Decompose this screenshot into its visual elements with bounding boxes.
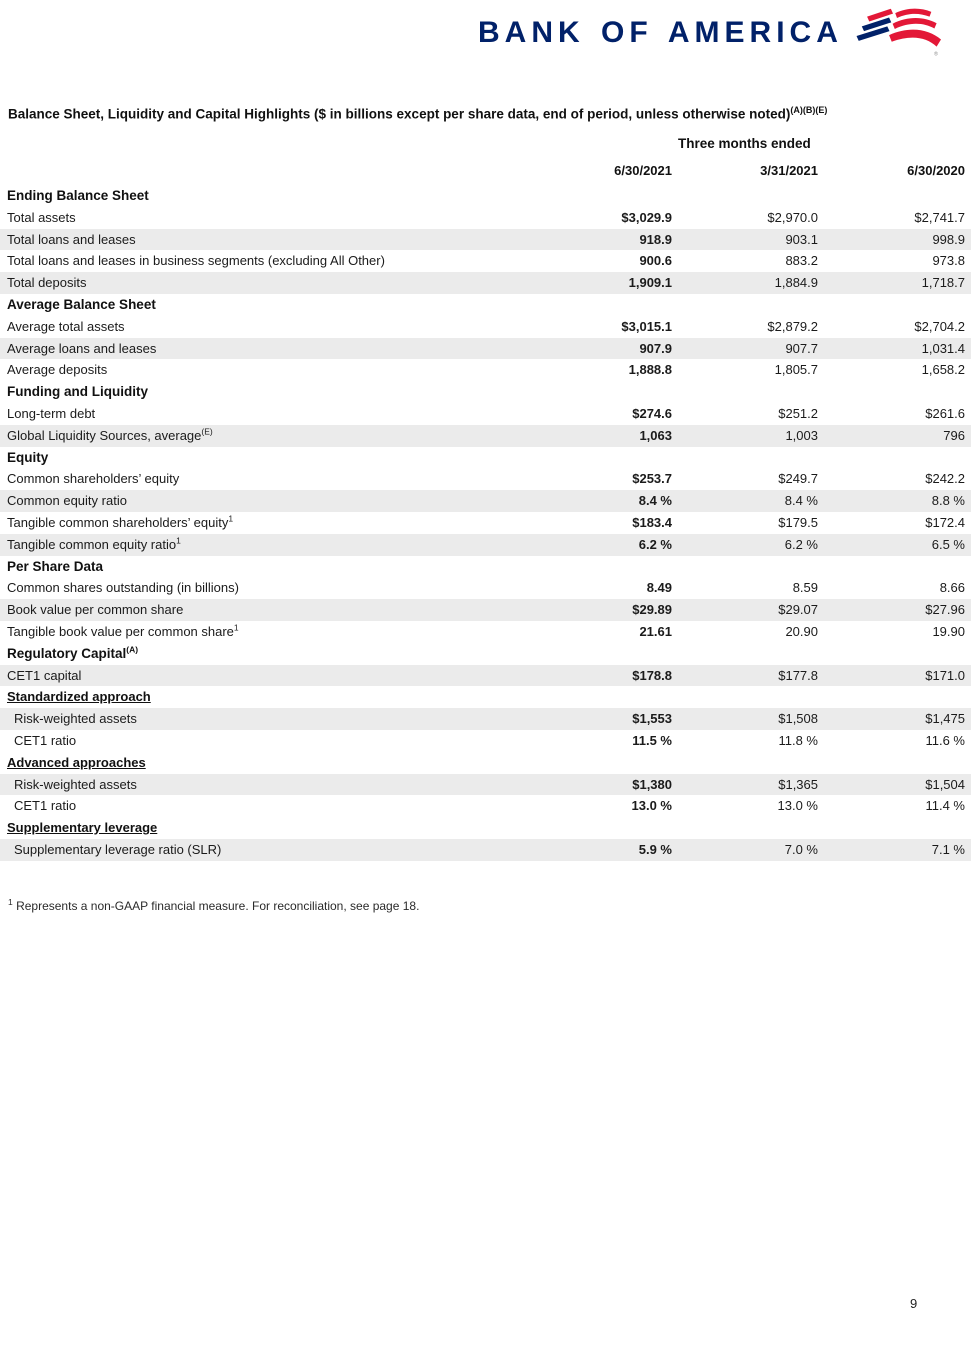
value-cell-col1: 13.0 %	[631, 798, 672, 814]
value-cell-col2: 1,884.9	[774, 275, 818, 291]
value-cell-col3: 8.66	[939, 580, 965, 596]
table-row	[0, 338, 971, 360]
value-cell-col3: 973.8	[932, 253, 965, 269]
table-row	[0, 839, 971, 861]
value-cell-col2: $2,970.0	[767, 209, 818, 225]
page-title-text: Balance Sheet, Liquidity and Capital Highlights ($ in billions except per share data, end of period, unless otherwise noted)	[8, 106, 791, 122]
footnote-marker: 1	[8, 897, 13, 907]
column-header-prior-quarter: 3/31/2021	[760, 163, 818, 178]
table-row	[0, 708, 971, 730]
row-label: Average Balance Sheet	[7, 296, 156, 312]
value-cell-col1: $3,015.1	[621, 318, 672, 334]
row-label: CET1 capital	[7, 667, 82, 683]
row-label: Total loans and leases	[7, 231, 136, 247]
value-cell-col1: $178.8	[632, 667, 672, 683]
row-label: Per Share Data	[7, 558, 104, 574]
value-cell-col2: $1,508	[778, 711, 818, 727]
value-cell-col1: $274.6	[632, 405, 672, 421]
value-cell-col3: 6.5 %	[931, 536, 965, 552]
value-cell-col3: $2,741.7	[914, 209, 965, 225]
value-cell-col3: 796	[943, 427, 965, 443]
value-cell-col2: 6.2 %	[784, 536, 818, 552]
row-label: Tangible book value per common share$^1$	[7, 622, 239, 639]
value-cell-col2: 1,805.7	[774, 362, 818, 378]
value-cell-col3: 7.1 %	[931, 841, 965, 857]
table-row	[0, 534, 971, 556]
table-row	[0, 621, 971, 643]
table-row	[0, 730, 971, 752]
table-row	[0, 272, 971, 294]
value-cell-col2: $1,365	[778, 776, 818, 792]
value-cell-col2: 20.90	[785, 623, 818, 639]
row-label: Tangible common shareholders’ equity$^1$	[7, 513, 234, 530]
value-cell-col1: $253.7	[632, 471, 672, 487]
label-superscript: (A)	[126, 644, 139, 655]
table-row	[0, 599, 971, 621]
label-superscript: 1	[228, 513, 234, 524]
table-row	[0, 468, 971, 490]
row-label: Funding and Liquidity	[7, 384, 148, 400]
table-row	[0, 774, 971, 796]
table-row	[0, 250, 971, 272]
period-header: Three months ended	[678, 136, 811, 151]
value-cell-col2: $179.5	[778, 514, 818, 530]
value-cell-col1: 907.9	[639, 340, 672, 356]
bank-of-america-logo	[478, 6, 941, 59]
value-cell-col1: $3,029.9	[621, 209, 672, 225]
label-superscript: 1	[233, 622, 239, 633]
table-subsection-row	[0, 686, 971, 708]
value-cell-col3: $27.96	[925, 602, 965, 618]
value-cell-col1: 6.2 %	[638, 536, 672, 552]
value-cell-col1: 21.61	[639, 623, 672, 639]
table-row	[0, 665, 971, 687]
table-row	[0, 512, 971, 534]
row-label: Common shareholders’ equity	[7, 471, 180, 487]
table-row	[0, 359, 971, 381]
value-cell-col3: 11.6 %	[925, 732, 965, 748]
value-cell-col2: $29.07	[778, 602, 818, 618]
row-label: Average deposits	[7, 362, 108, 378]
row-label: CET1 ratio	[14, 798, 77, 814]
row-label: Risk-weighted assets	[14, 776, 137, 792]
table-section-row	[0, 643, 971, 665]
table-row	[0, 577, 971, 599]
value-cell-col3: $172.4	[925, 514, 965, 530]
table-row	[0, 403, 971, 425]
value-cell-col3: $242.2	[925, 471, 965, 487]
row-label: Book value per common share	[7, 602, 184, 618]
table-subsection-row	[0, 752, 971, 774]
label-superscript: 1	[176, 535, 181, 546]
table-row	[0, 795, 971, 817]
table-section-row	[0, 447, 971, 469]
row-label: Regulatory Capital$^{(A)}$	[7, 644, 139, 661]
table-row	[0, 316, 971, 338]
row-label: Total loans and leases in business segments (excluding All Other)	[7, 253, 385, 269]
bank-of-america-wordmark: BANK OF AMERICA	[478, 15, 843, 49]
row-label: CET1 ratio	[14, 732, 77, 748]
value-cell-col2: $249.7	[778, 471, 818, 487]
value-cell-col1: 11.5 %	[632, 732, 672, 748]
row-label: Supplementary leverage ratio (SLR)	[14, 841, 222, 857]
value-cell-col3: 11.4 %	[925, 798, 965, 814]
value-cell-col2: 8.59	[792, 580, 818, 596]
value-cell-col1: 8.4 %	[638, 493, 672, 509]
value-cell-col1: 1,888.8	[628, 362, 672, 378]
label-superscript: (E)	[201, 426, 213, 437]
value-cell-col3: 1,718.7	[921, 275, 965, 291]
table-section-row	[0, 185, 971, 207]
row-label: Standardized approach	[7, 689, 151, 705]
value-cell-col2: 903.1	[785, 231, 818, 247]
row-label: Common shares outstanding (in billions)	[7, 580, 239, 596]
value-cell-col1: 8.49	[646, 580, 672, 596]
registered-mark: ®	[933, 51, 938, 58]
value-cell-col3: 998.9	[932, 231, 965, 247]
value-cell-col1: $1,380	[632, 776, 672, 792]
row-label: Total deposits	[7, 275, 87, 291]
value-cell-col3: $1,504	[925, 776, 965, 792]
value-cell-col1: 900.6	[639, 253, 672, 269]
value-cell-col2: 7.0 %	[784, 841, 818, 857]
footnote-text: Represents a non-GAAP financial measure. For reconciliation, see page 18.	[16, 899, 420, 913]
value-cell-col2: 907.7	[785, 340, 818, 356]
value-cell-col2: 8.4 %	[784, 493, 818, 509]
bank-of-america-flag-icon	[853, 6, 941, 59]
value-cell-col2: 883.2	[785, 253, 818, 269]
row-label: Equity	[7, 449, 49, 465]
row-label: Tangible common equity ratio$^1$	[7, 535, 181, 552]
value-cell-col3: 8.8 %	[931, 493, 965, 509]
value-cell-col2: 1,003	[785, 427, 818, 443]
table-section-row	[0, 381, 971, 403]
value-cell-col2: $251.2	[778, 405, 818, 421]
row-label: Average total assets	[7, 318, 125, 334]
value-cell-col1: $29.89	[632, 602, 672, 618]
value-cell-col1: 1,909.1	[628, 275, 672, 291]
value-cell-col1: 1,063	[639, 427, 672, 443]
value-cell-col3: 1,658.2	[921, 362, 965, 378]
column-header-year-ago-quarter: 6/30/2020	[907, 163, 965, 178]
table-row	[0, 207, 971, 229]
value-cell-col2: 13.0 %	[777, 798, 818, 814]
row-label: Risk-weighted assets	[14, 711, 137, 727]
table-section-row	[0, 556, 971, 578]
value-cell-col3: 19.90	[932, 623, 965, 639]
value-cell-col3: 1,031.4	[921, 340, 965, 356]
page-title-superscript: (A)(B)(E)	[790, 105, 828, 115]
row-label: Global Liquidity Sources, average$^{(E)}$	[7, 426, 213, 443]
row-label: Long-term debt	[7, 405, 96, 421]
value-cell-col1: $1,553	[632, 711, 672, 727]
table-row	[0, 490, 971, 512]
column-header-current-quarter: 6/30/2021	[614, 163, 672, 178]
page-number: 9	[910, 1296, 918, 1311]
value-cell-col2: 11.8 %	[778, 732, 818, 748]
value-cell-col3: $1,475	[925, 711, 965, 727]
column-headers	[0, 160, 971, 182]
value-cell-col3: $2,704.2	[914, 318, 965, 334]
table-rows	[0, 185, 971, 861]
value-cell-col1: 918.9	[639, 231, 672, 247]
page-title	[8, 105, 958, 122]
row-label: Ending Balance Sheet	[7, 188, 149, 203]
footnote	[8, 897, 419, 913]
row-label: Average loans and leases	[7, 340, 157, 356]
row-label: Common equity ratio	[7, 493, 127, 509]
row-label: Supplementary leverage	[7, 820, 158, 836]
value-cell-col1: $183.4	[632, 514, 672, 530]
table-section-row	[0, 294, 971, 316]
table-row	[0, 229, 971, 251]
table-subsection-row	[0, 817, 971, 839]
value-cell-col2: $2,879.2	[767, 318, 818, 334]
value-cell-col2: $177.8	[778, 667, 818, 683]
row-label: Total assets	[7, 209, 76, 225]
value-cell-col1: 5.9 %	[638, 841, 672, 857]
value-cell-col3: $171.0	[925, 667, 965, 683]
row-label: Advanced approaches	[7, 754, 146, 770]
table-row	[0, 425, 971, 447]
value-cell-col3: $261.6	[925, 405, 965, 421]
